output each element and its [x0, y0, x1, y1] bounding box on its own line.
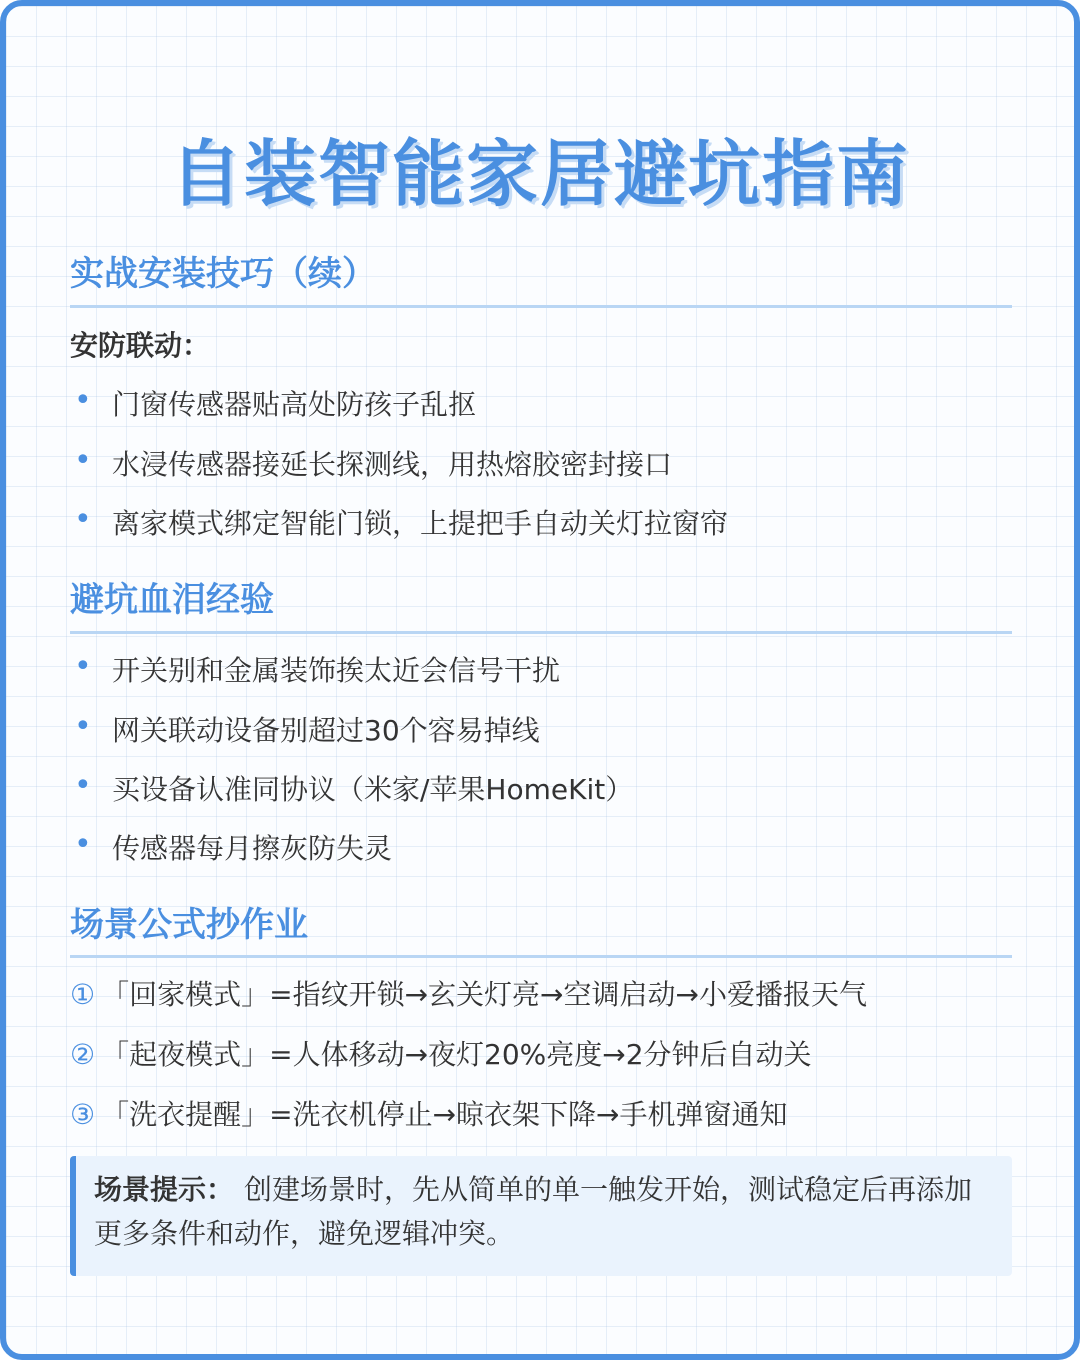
scene-tip-box — [70, 1156, 1012, 1276]
formula-text: 「回家模式」=指纹开锁→玄关灯亮→空调启动→小爱播报天气 — [101, 978, 867, 1011]
list-item-text: 离家模式绑定智能门锁，上提把手自动关灯拉窗帘 — [112, 507, 729, 540]
list-item-text: 开关别和金属装饰挨太近会信号干扰 — [112, 654, 561, 687]
list-item-text: 网关联动设备别超过30个容易掉线 — [112, 714, 540, 747]
list-item-text: 门窗传感器贴高处防孩子乱抠 — [112, 388, 477, 421]
section-divider — [70, 631, 1012, 634]
formula-number: ① — [70, 978, 96, 1011]
section-title-pitfall-lessons: 避坑血泪经验 — [70, 580, 274, 620]
list-item-text: 买设备认准同协议（米家/苹果HomeKit） — [112, 773, 634, 806]
bullet-icon: • — [74, 443, 92, 478]
bullet-icon: • — [74, 649, 92, 684]
formula-text: 「洗衣提醒」=洗衣机停止→晾衣架下降→手机弹窗通知 — [101, 1098, 788, 1131]
bullet-icon: • — [74, 502, 92, 537]
bullet-icon: • — [74, 768, 92, 803]
section-divider — [70, 955, 1012, 958]
bullet-icon: • — [74, 709, 92, 744]
list-item-text: 传感器每月擦灰防失灵 — [112, 832, 393, 865]
formula-text: 「起夜模式」=人体移动→夜灯20%亮度→2分钟后自动关 — [101, 1038, 812, 1071]
section-divider — [70, 305, 1012, 308]
list-item — [70, 649, 1012, 693]
bullet-icon: • — [74, 827, 92, 862]
formula-item — [70, 972, 1012, 1018]
formula-number: ② — [70, 1038, 96, 1071]
formula-item — [70, 1092, 1012, 1138]
list-item — [70, 443, 1012, 487]
section-title-installation-tips: 实战安装技巧（续） — [70, 254, 376, 294]
list-item — [70, 709, 1012, 753]
page-title: 自装智能家居避坑指南 — [169, 132, 910, 216]
formula-item — [70, 1032, 1012, 1078]
tip-label: 场景提示： — [94, 1173, 235, 1206]
subheading-security-linkage: 安防联动： — [70, 329, 211, 362]
list-item — [70, 768, 1012, 812]
bullet-icon: • — [74, 383, 92, 418]
formula-number: ③ — [70, 1098, 96, 1131]
tip-text: 创建场景时，先从简单的单一触发开始，测试稳定后再添加更多条件和动作，避免逻辑冲突。 — [94, 1173, 973, 1250]
section-title-scene-formulas: 场景公式抄作业 — [70, 905, 308, 945]
list-item — [70, 502, 1012, 546]
list-item — [70, 383, 1012, 427]
list-item-text: 水浸传感器接延长探测线，用热熔胶密封接口 — [112, 448, 673, 481]
list-item — [70, 827, 1012, 871]
